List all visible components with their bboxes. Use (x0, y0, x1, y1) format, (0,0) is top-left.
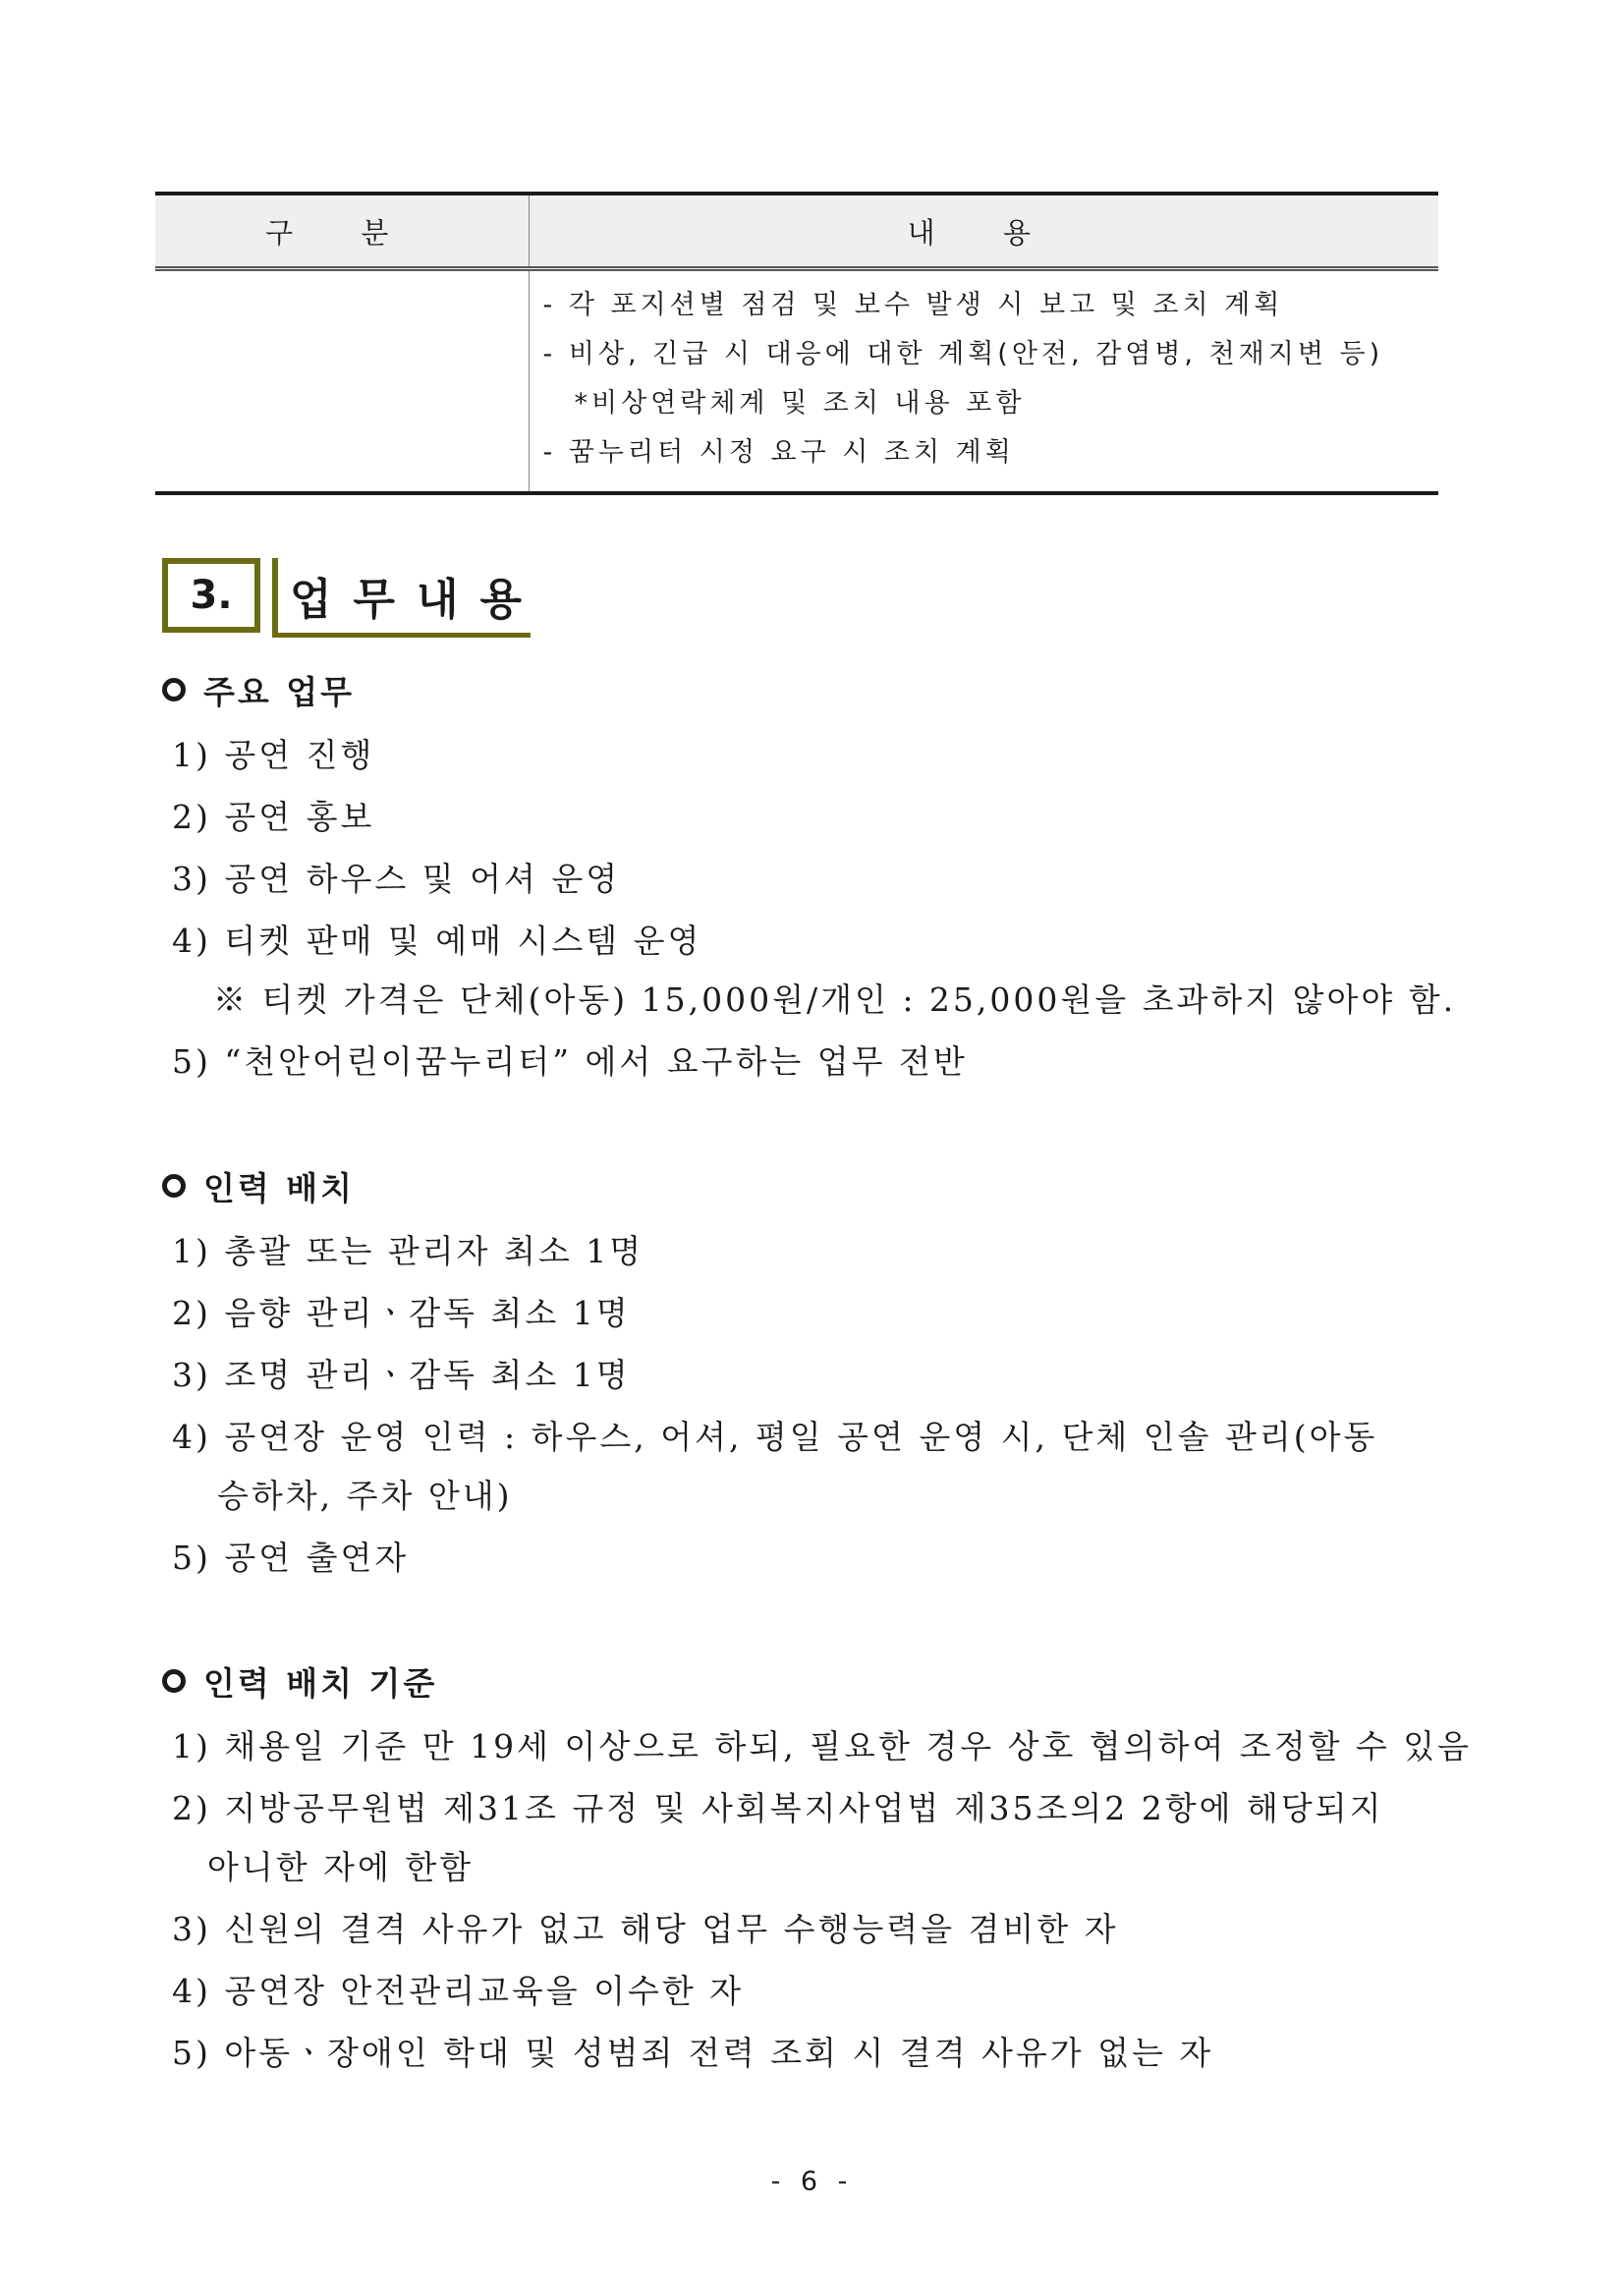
section-header (162, 558, 544, 639)
list-item-continuation: 아니한 자에 한함 (207, 1848, 475, 1886)
list-item: 5) 아동ㆍ장애인 학대 및 성범죄 전력 조회 시 결격 사유가 없는 자 (172, 2034, 1214, 2072)
ticket-price-note: ※ 티켓 가격은 단체(아동) 15,000원/개인 : 25,000원을 초과하지 않아야 함. (213, 980, 1457, 1019)
section-title: 업무내용 (272, 558, 531, 633)
table-content-line: - 비상, 긴급 시 대응에 대한 계획(안전, 감염병, 천재지변 등) (542, 339, 1384, 369)
staffing-section (162, 1161, 1479, 1579)
staffing-heading (162, 1161, 1479, 1210)
list-item: 4) 티켓 판매 및 예매 시스템 운영 (172, 922, 702, 960)
list-item: 3) 공연 하우스 및 어셔 운영 (172, 860, 621, 898)
list-item: 1) 총괄 또는 관리자 최소 1명 (172, 1232, 644, 1270)
table-content-line: - 꿈누리터 시정 요구 시 조치 계획 (542, 437, 1015, 468)
staffing-heading-text: 인력 배치 (203, 1168, 356, 1207)
list-item: 2) 음향 관리ㆍ감독 최소 1명 (172, 1294, 631, 1332)
section-underline (272, 633, 531, 638)
table-cell-content (529, 269, 1438, 494)
staffing-criteria-section (162, 1656, 1479, 2074)
section-number: 3. (162, 558, 260, 633)
list-item: 1) 공연 진행 (172, 736, 375, 774)
staffing-criteria-heading-text: 인력 배치 기준 (203, 1663, 438, 1703)
list-item: 3) 조명 관리ㆍ감독 최소 1명 (172, 1356, 631, 1394)
table-header-content: 내 용 (529, 194, 1438, 269)
list-item: 5) “천안어린이꿈누리터” 에서 요구하는 업무 전반 (172, 1042, 968, 1081)
table-cell-category (155, 269, 529, 494)
main-duties-heading (162, 665, 1479, 714)
list-item: 4) 공연장 안전관리교육을 이수한 자 (172, 1972, 745, 2010)
list-item: 2) 지방공무원법 제31조 규정 및 사회복지사업법 제35조의2 2항에 해당되지 (172, 1789, 1384, 1827)
table-content-note: *비상연락체계 및 조치 내용 포함 (574, 388, 1026, 419)
content-table (155, 192, 1438, 495)
list-item: 3) 신원의 결격 사유가 없고 해당 업무 수행능력을 겸비한 자 (172, 1910, 1119, 1948)
page-number: - 6 - (770, 2166, 854, 2197)
circle-bullet-icon (162, 678, 186, 701)
main-duties-section (162, 665, 1479, 1083)
list-item-continuation: 승하차, 주차 안내) (217, 1477, 513, 1515)
table-header-row (155, 194, 1438, 269)
table-row (155, 269, 1438, 494)
circle-bullet-icon (162, 1669, 186, 1693)
list-item: 4) 공연장 운영 인력 : 하우스, 어셔, 평일 공연 운영 시, 단체 인솔 관리(아동 (172, 1418, 1378, 1456)
staffing-criteria-heading (162, 1656, 1479, 1706)
list-item: 5) 공연 출연자 (172, 1539, 410, 1577)
table-header-category: 구 분 (155, 194, 529, 269)
list-item: 2) 공연 홍보 (172, 798, 375, 836)
circle-bullet-icon (162, 1174, 186, 1198)
main-duties-heading-text: 주요 업무 (203, 672, 356, 711)
list-item: 1) 채용일 기준 만 19세 이상으로 하되, 필요한 경우 상호 협의하여 조정할 수 있음 (172, 1727, 1473, 1765)
table-content-line: - 각 포지션별 점검 및 보수 발생 시 보고 및 조치 계획 (542, 290, 1284, 320)
